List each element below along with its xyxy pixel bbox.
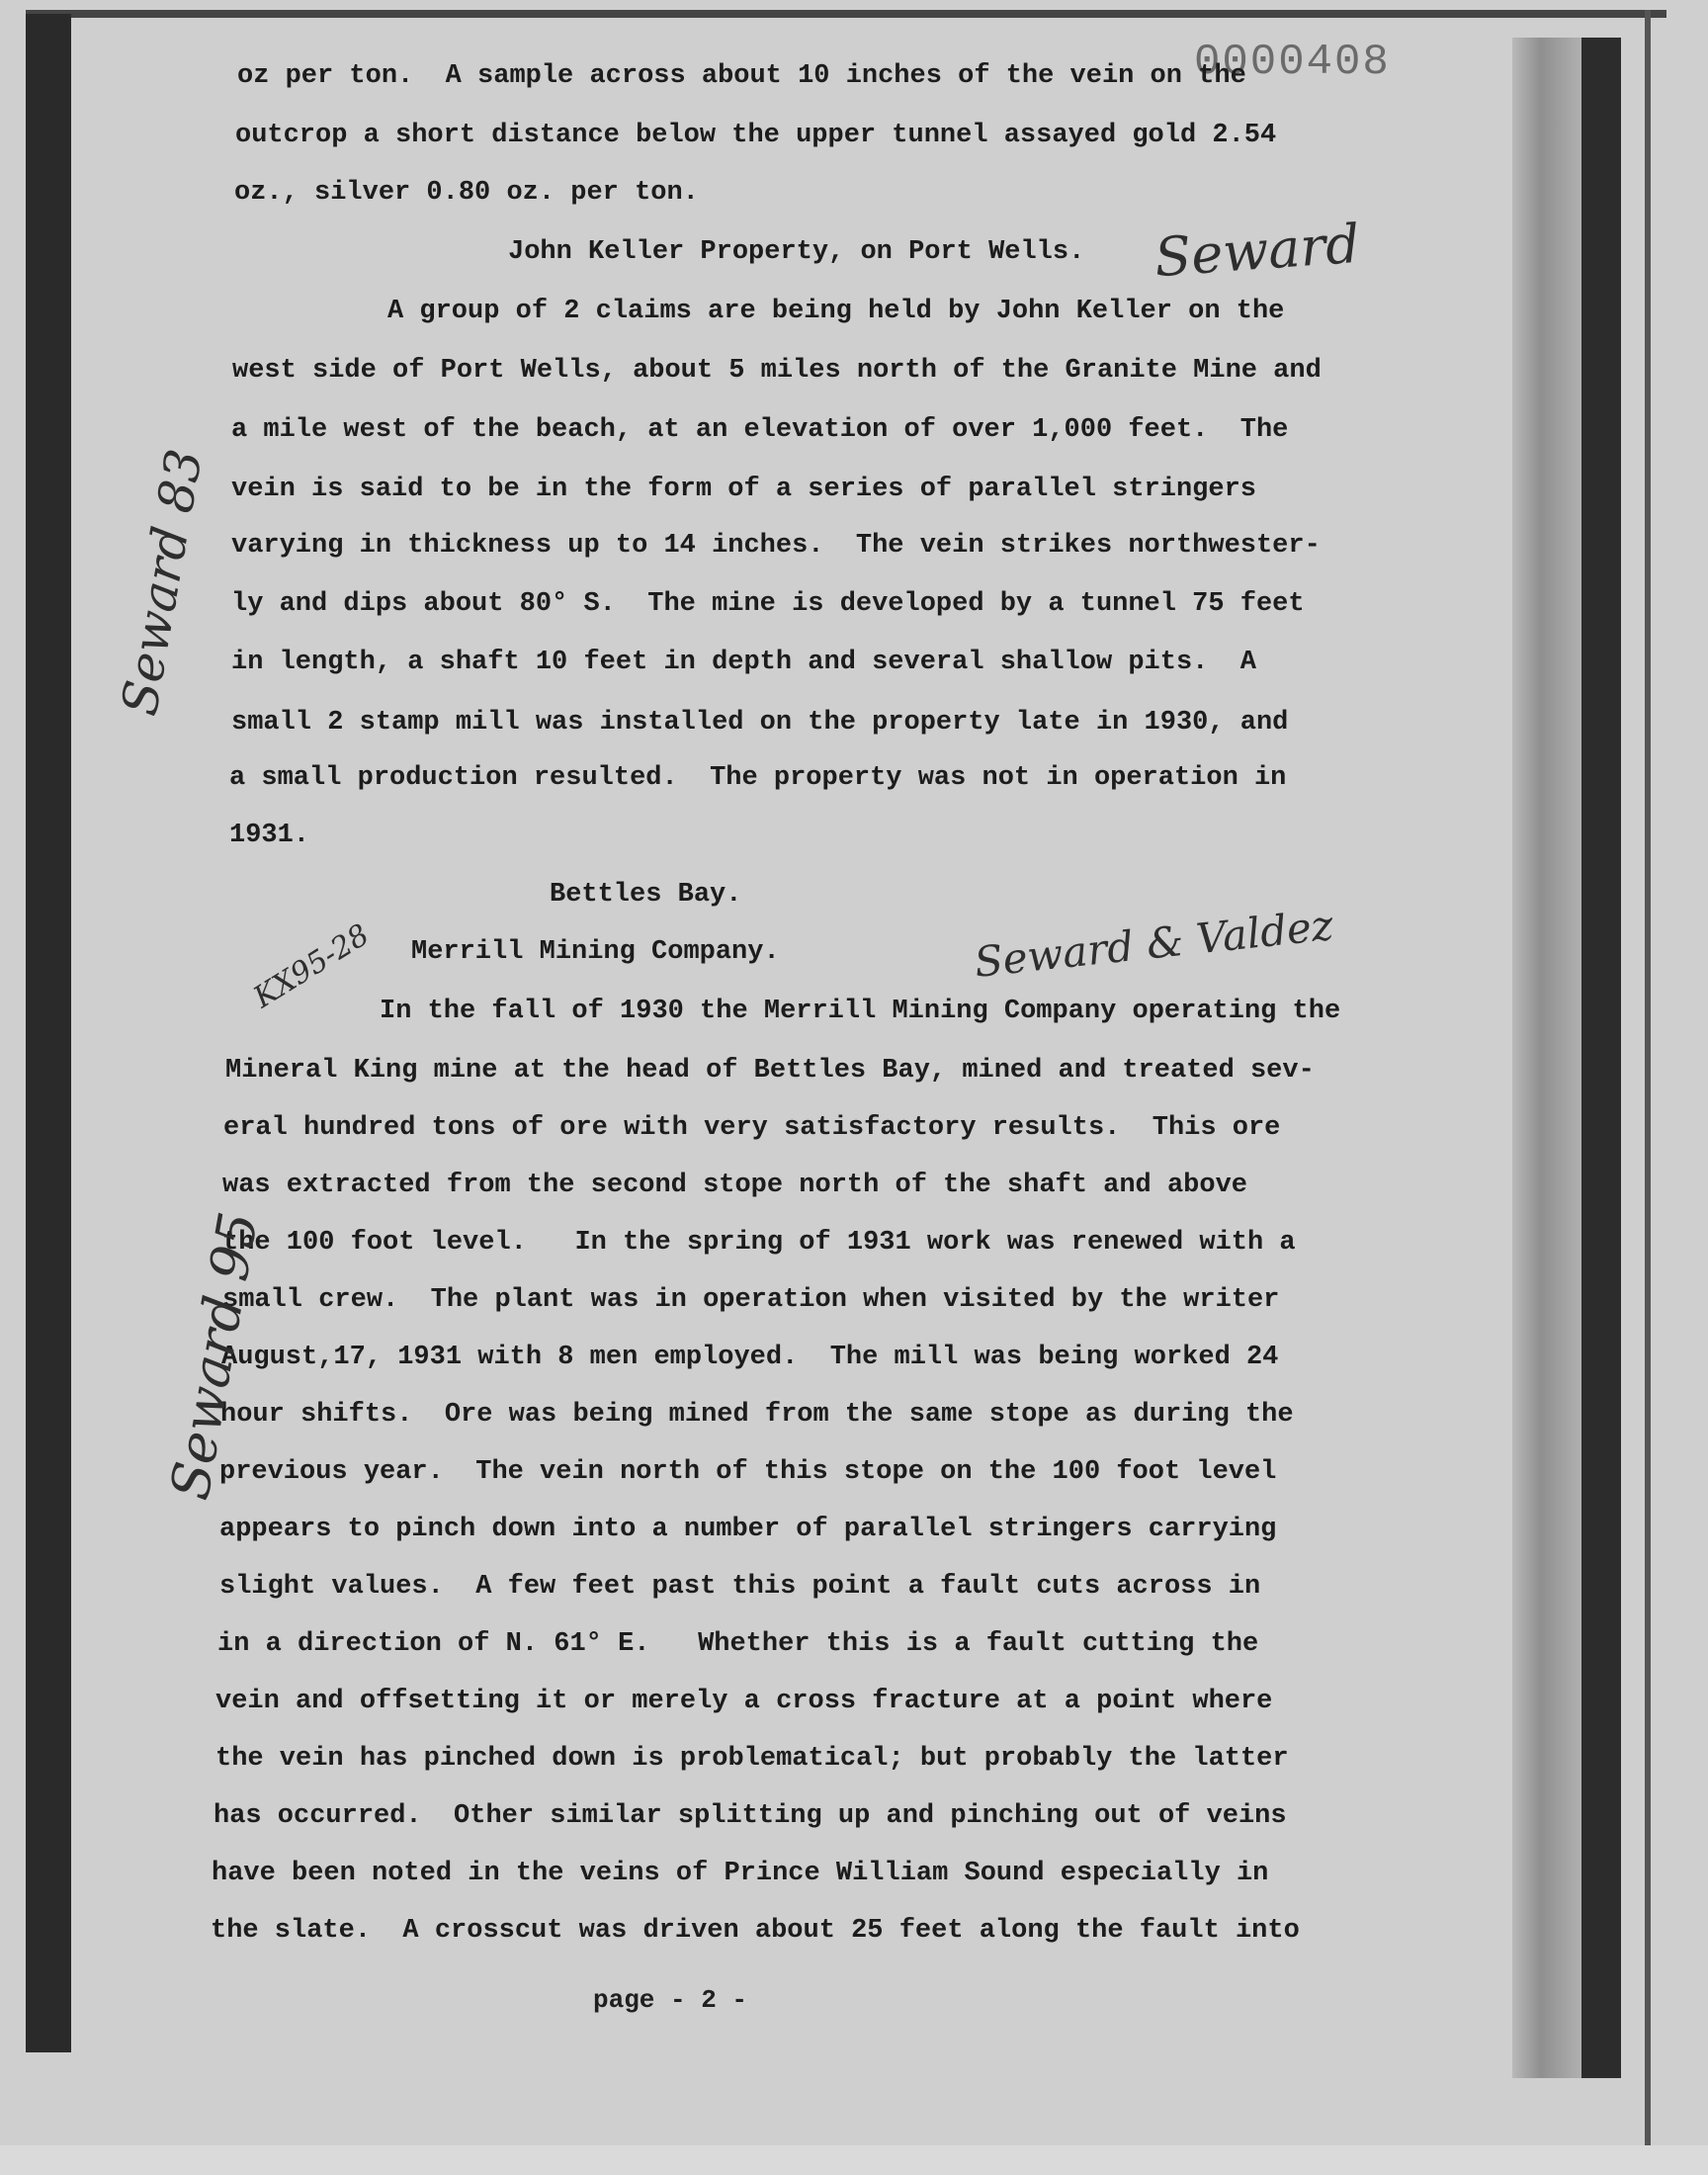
text-line: August,17, 1931 with 8 men employed. The mill was being worked 24: [221, 1343, 1279, 1372]
text-line: small crew. The plant was in operation when visited by the writer: [222, 1285, 1280, 1315]
scan-left-binding: [26, 14, 71, 2052]
section-heading: John Keller Property, on Port Wells.: [508, 237, 1085, 267]
handwritten-margin-note: KX95-28: [247, 917, 376, 1015]
text-line: a mile west of the beach, at an elevation of over 1,000 feet. The: [231, 415, 1289, 445]
text-line: ly and dips about 80° S. The mine is developed by a tunnel 75 feet: [231, 589, 1305, 619]
text-line: the 100 foot level. In the spring of 1931 work was renewed with a: [222, 1228, 1296, 1258]
scan-bottom-margin: [0, 2145, 1708, 2175]
text-line: the slate. A crosscut was driven about 25 feet along the fault into: [211, 1916, 1300, 1946]
text-line: the vein has pinched down is problematical; but probably the latter: [215, 1744, 1289, 1774]
text-line: varying in thickness up to 14 inches. The vein strikes northwester-: [231, 531, 1321, 561]
scan-top-edge: [26, 10, 1666, 18]
subsection-heading: Merrill Mining Company.: [411, 937, 780, 967]
text-line: oz., silver 0.80 oz. per ton.: [234, 178, 699, 208]
text-line: outcrop a short distance below the upper tunnel assayed gold 2.54: [235, 121, 1277, 150]
text-line: west side of Port Wells, about 5 miles north of the Granite Mine and: [232, 356, 1322, 386]
text-line: 1931.: [229, 821, 310, 850]
text-line: In the fall of 1930 the Merrill Mining Company operating the: [380, 997, 1341, 1026]
text-line: a small production resulted. The property was not in operation in: [229, 763, 1287, 793]
text-line: vein is said to be in the form of a series of parallel stringers: [231, 475, 1256, 504]
text-line: in length, a shaft 10 feet in depth and several shallow pits. A: [231, 648, 1256, 677]
text-line: was extracted from the second stope north of the shaft and above: [222, 1171, 1247, 1200]
text-line: A group of 2 claims are being held by John Keller on the: [387, 297, 1285, 326]
text-line: have been noted in the veins of Prince William Sound especially in: [212, 1859, 1269, 1888]
page-number: page - 2 -: [593, 1985, 748, 2015]
text-line: small 2 stamp mill was installed on the property late in 1930, and: [231, 708, 1289, 738]
handwritten-margin-note: Seward 83: [110, 445, 214, 720]
text-line: in a direction of N. 61° E. Whether this is a fault cutting the: [217, 1629, 1259, 1659]
text-line: previous year. The vein north of this stope on the 100 foot level: [219, 1457, 1277, 1487]
handwritten-note: Seward: [1153, 212, 1362, 290]
text-line: hour shifts. Ore was being mined from the same stope as during the: [220, 1400, 1294, 1430]
text-line: vein and offsetting it or merely a cross fracture at a point where: [215, 1687, 1273, 1716]
document-number: 0000408: [1194, 38, 1391, 87]
handwritten-note: Seward & Valdez: [972, 901, 1336, 987]
scan-right-binding: [1581, 38, 1621, 2078]
text-line: Mineral King mine at the head of Bettles Bay, mined and treated sev-: [225, 1056, 1315, 1086]
handwritten-margin-note: Seward 95: [158, 1207, 271, 1505]
text-line: slight values. A few feet past this point a fault cuts across in: [219, 1572, 1261, 1602]
text-line: has occurred. Other similar splitting up and pinching out of veins: [214, 1801, 1287, 1831]
scan-right-edge: [1645, 10, 1651, 2175]
section-heading: Bettles Bay.: [550, 880, 742, 910]
text-line: appears to pinch down into a number of parallel stringers carrying: [219, 1515, 1277, 1544]
text-line: eral hundred tons of ore with very satisfactory results. This ore: [223, 1113, 1281, 1143]
text-line: oz per ton. A sample across about 10 inches of the vein on the: [237, 61, 1246, 91]
scan-right-shadow: [1512, 38, 1583, 2078]
